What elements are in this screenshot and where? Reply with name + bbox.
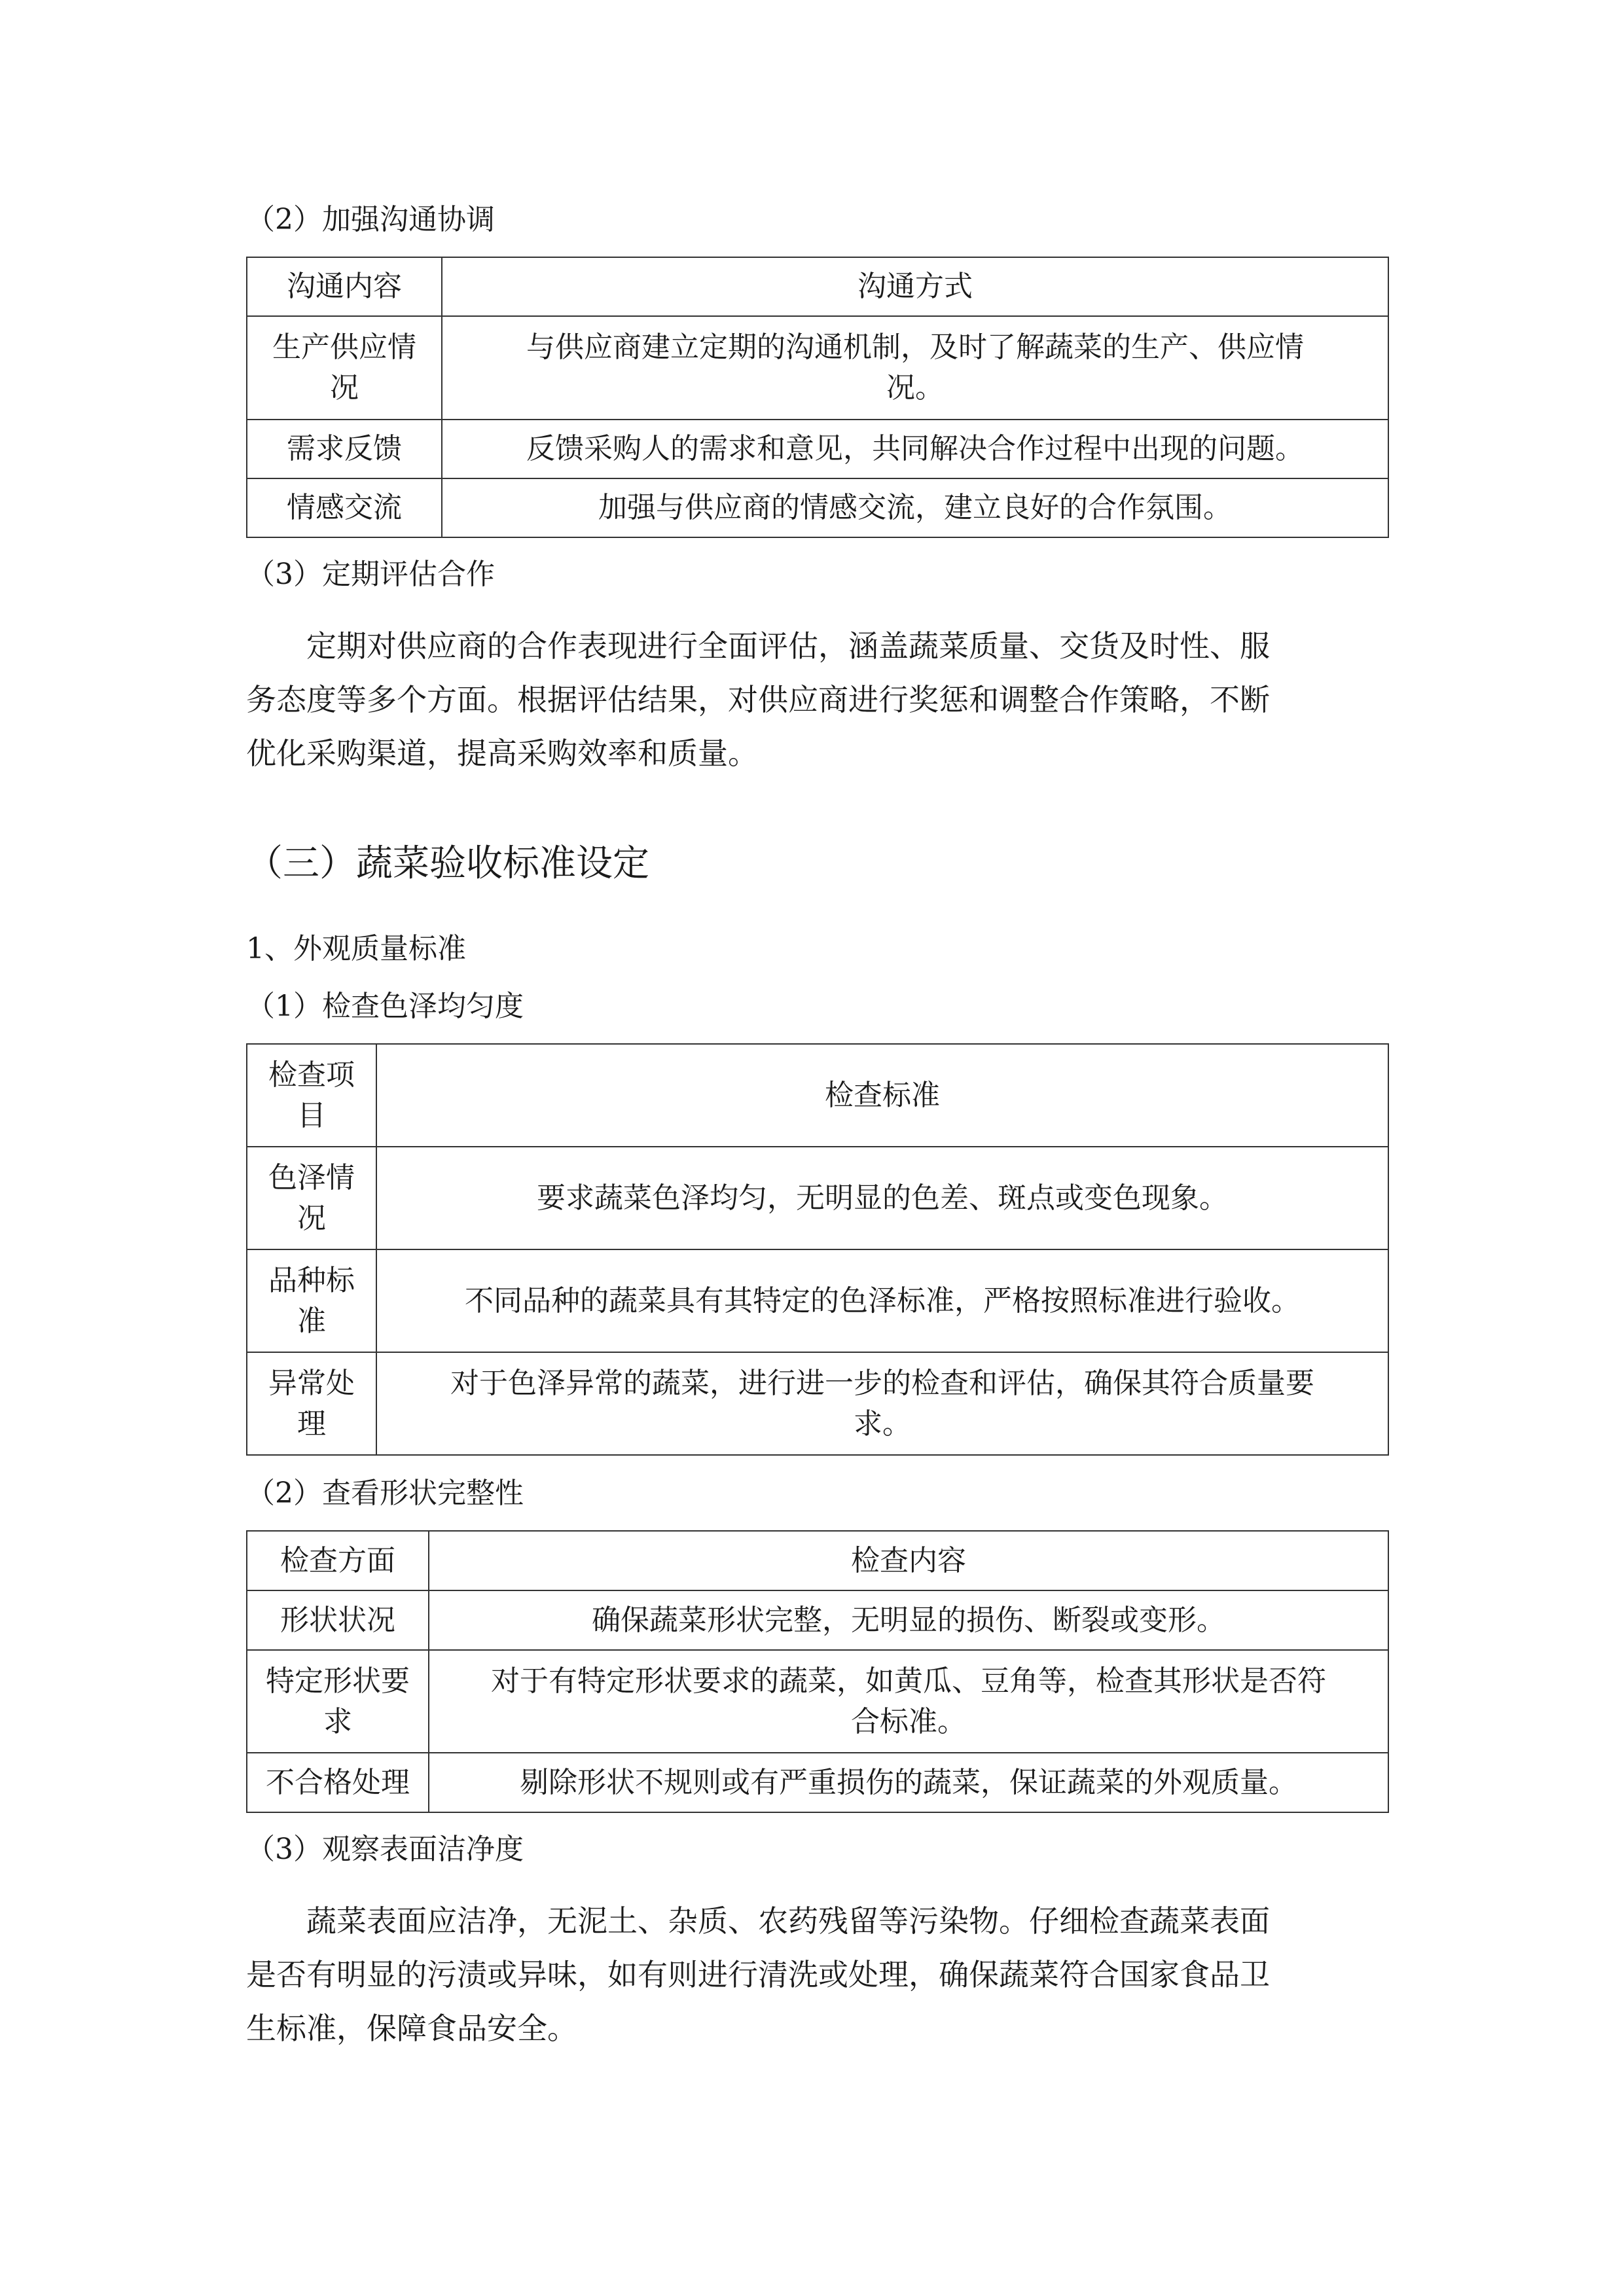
table-row bbox=[247, 478, 1388, 537]
section-heading-color: （1）检查色泽均匀度 bbox=[246, 990, 524, 1023]
header-cell: 检查内容 bbox=[429, 1531, 1388, 1590]
table-header-row bbox=[247, 1044, 1388, 1147]
header-cell: 检查方面 bbox=[247, 1531, 429, 1590]
color-table bbox=[246, 1043, 1389, 1456]
table-row bbox=[247, 1249, 1388, 1352]
chapter-heading: （三）蔬菜验收标准设定 bbox=[246, 842, 649, 885]
table-row bbox=[247, 1352, 1388, 1455]
table-header-row bbox=[247, 1531, 1388, 1590]
header-cell: 沟通内容 bbox=[247, 257, 442, 316]
table-cell: 对于有特定形状要求的蔬菜，如黄瓜、豆角等，检查其形状是否符 合标准。 bbox=[429, 1650, 1388, 1753]
cleanliness-paragraph: 蔬菜表面应洁净，无泥土、杂质、农药残留等污染物。仔细检查蔬菜表面 是否有明显的污渍或异味，如有则进行清洗或处理，确保蔬菜符合国家食品卫 生标准，保障食品安全。 bbox=[246, 1903, 1270, 2046]
table-cell: 不同品种的蔬菜具有其特定的色泽标准，严格按照标准进行验收。 bbox=[376, 1249, 1388, 1352]
table-row bbox=[247, 1147, 1388, 1249]
section-heading-cleanliness: （3）观察表面洁净度 bbox=[246, 1833, 524, 1866]
table-cell: 情感交流 bbox=[247, 478, 442, 537]
table-cell: 品种标 准 bbox=[247, 1249, 376, 1352]
table-cell: 生产供应情 况 bbox=[247, 316, 442, 420]
communication-table bbox=[246, 257, 1389, 538]
table-cell: 不合格处理 bbox=[247, 1753, 429, 1812]
table-cell: 剔除形状不规则或有严重损伤的蔬菜，保证蔬菜的外观质量。 bbox=[429, 1753, 1388, 1812]
table-cell: 确保蔬菜形状完整，无明显的损伤、断裂或变形。 bbox=[429, 1590, 1388, 1650]
table-cell: 要求蔬菜色泽均匀，无明显的色差、斑点或变色现象。 bbox=[376, 1147, 1388, 1249]
table-header-row bbox=[247, 257, 1388, 316]
table-cell: 异常处 理 bbox=[247, 1352, 376, 1455]
section-heading-communication: （2）加强沟通协调 bbox=[246, 203, 495, 236]
header-cell: 检查标准 bbox=[376, 1044, 1388, 1147]
table-row bbox=[247, 316, 1388, 420]
table-cell: 加强与供应商的情感交流，建立良好的合作氛围。 bbox=[442, 478, 1388, 537]
section-heading-evaluation: （3）定期评估合作 bbox=[246, 558, 495, 591]
table-cell: 特定形状要 求 bbox=[247, 1650, 429, 1753]
table-cell: 与供应商建立定期的沟通机制，及时了解蔬菜的生产、供应情 况。 bbox=[442, 316, 1388, 420]
table-row bbox=[247, 420, 1388, 478]
table-cell: 色泽情 况 bbox=[247, 1147, 376, 1249]
table-row bbox=[247, 1650, 1388, 1753]
table-cell: 需求反馈 bbox=[247, 420, 442, 478]
header-cell: 检查项 目 bbox=[247, 1044, 376, 1147]
shape-table bbox=[246, 1530, 1389, 1813]
evaluation-paragraph: 定期对供应商的合作表现进行全面评估，涵盖蔬菜质量、交货及时性、服 务态度等多个方面。根据评估结果，对供应商进行奖惩和调整合作策略，不断 优化采购渠道，提高采购效率和质量。 bbox=[246, 628, 1270, 771]
table-cell: 形状状况 bbox=[247, 1590, 429, 1650]
subsection-heading-appearance: 1、外观质量标准 bbox=[246, 932, 466, 965]
table-cell: 对于色泽异常的蔬菜，进行进一步的检查和评估，确保其符合质量要 求。 bbox=[376, 1352, 1388, 1455]
table-cell: 反馈采购人的需求和意见，共同解决合作过程中出现的问题。 bbox=[442, 420, 1388, 478]
header-cell: 沟通方式 bbox=[442, 257, 1388, 316]
section-heading-shape: （2）查看形状完整性 bbox=[246, 1477, 524, 1510]
table-row bbox=[247, 1590, 1388, 1650]
table-row bbox=[247, 1753, 1388, 1812]
